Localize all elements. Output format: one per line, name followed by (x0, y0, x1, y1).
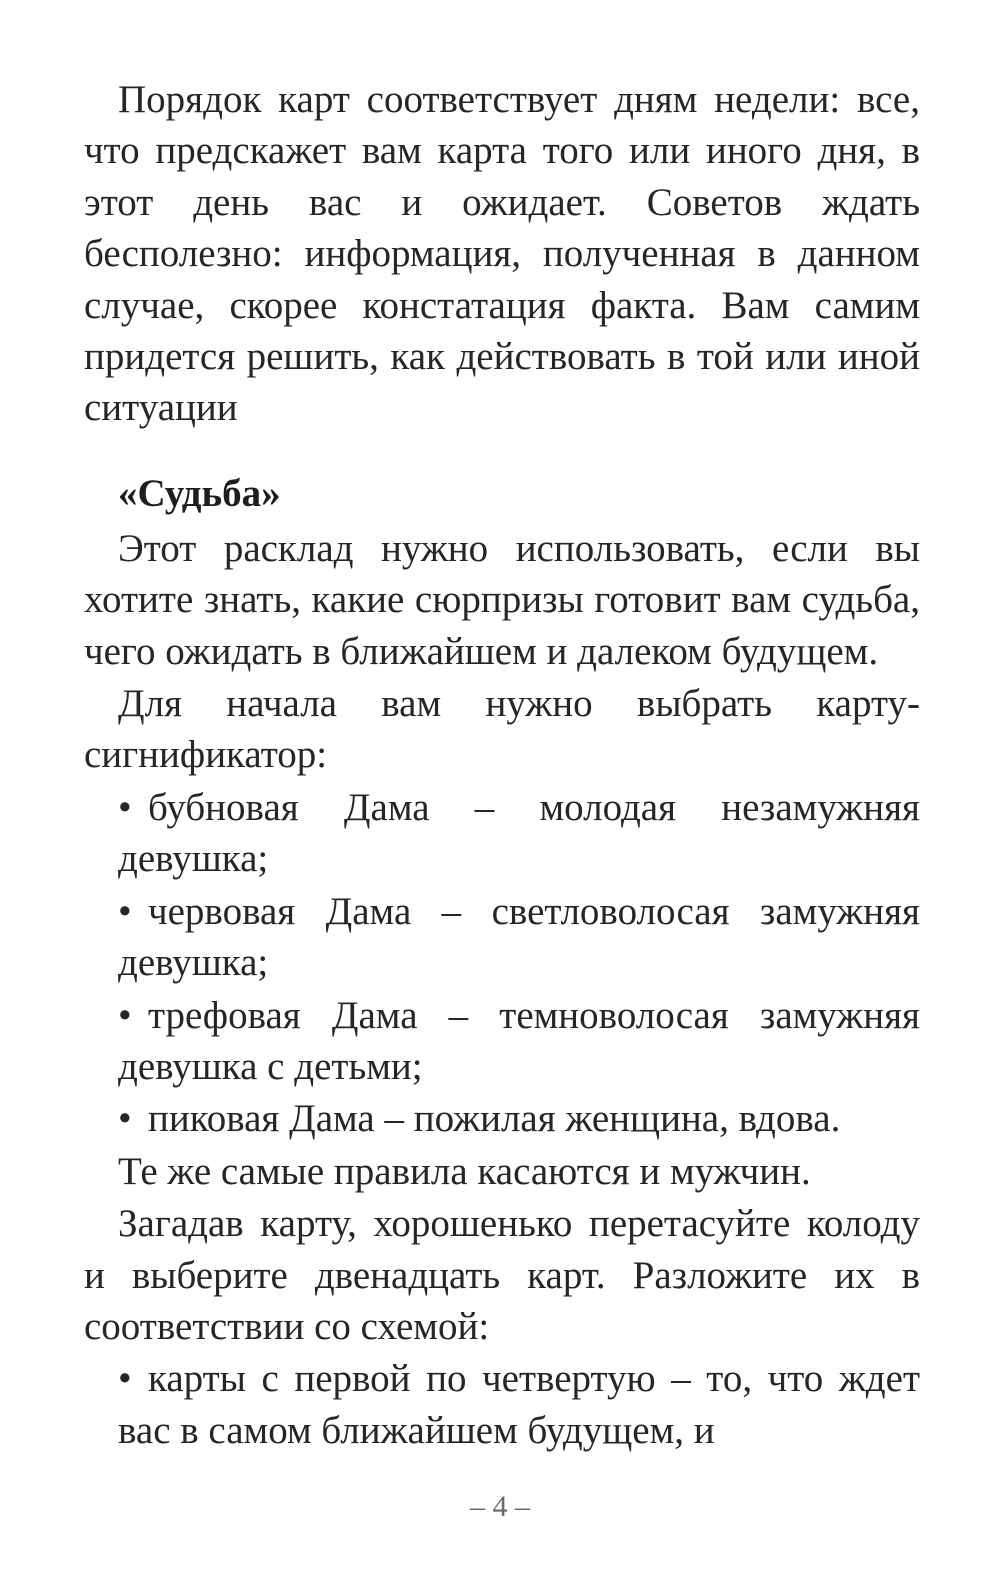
layout-instructions: Загадав карту, хорошенько перетасуйте колоду и выберите двенадцать карт. Разложите их в соответствии со схемой: (84, 1202, 920, 1348)
list-item-text: бубновая Дама – молодая незамужняя девушка; (118, 785, 920, 881)
bullet-mark: • (118, 993, 132, 1037)
section-title: «Судьба» (118, 471, 281, 515)
bullet-mark: • (118, 889, 132, 933)
bullet-mark: • (118, 1097, 132, 1141)
significator-intro: Для начала вам нужно выбрать карту-сигнификатор: (84, 682, 920, 777)
list-item (84, 1353, 920, 1456)
men-note: Те же самые правила касаются и мужчин. (118, 1149, 811, 1193)
bullet-mark: • (118, 1357, 132, 1401)
list-item (84, 886, 920, 989)
significator-list (84, 782, 920, 1145)
scheme-list (84, 1353, 920, 1456)
bullet-mark: • (118, 785, 132, 829)
list-item-text: пиковая Дама – пожилая женщина, вдова. (148, 1097, 841, 1141)
book-page-text (84, 74, 920, 1456)
fate-spread-description: Этот расклад нужно использовать, если вы хотите знать, какие сюрпризы готовит вам судьба, чего ожидать в ближайшем и далеком будущем. (84, 526, 920, 673)
list-item-text: карты с первой по четвертую – то, что ждет вас в самом ближайшем будущем, и (118, 1357, 920, 1452)
list-item-text: трефовая Дама – темноволосая замужняя девушка с детьми; (118, 993, 920, 1088)
list-item (84, 1093, 920, 1144)
intro-paragraph: Порядок карт соответствует дням недели: все, что предскажет вам карта того или иного дня, в этот день вас и ожидает. Советов ждать бесполезно: информация, полученная в данном случае, скорее констатация факта. Вам самим придется решить, как действовать в той или иной ситуации (84, 78, 920, 430)
page-number: – 4 – (470, 1490, 530, 1523)
list-item-text: червовая Дама – светловолосая замужняя девушка; (118, 889, 920, 985)
list-item (84, 990, 920, 1093)
list-item (84, 782, 920, 885)
